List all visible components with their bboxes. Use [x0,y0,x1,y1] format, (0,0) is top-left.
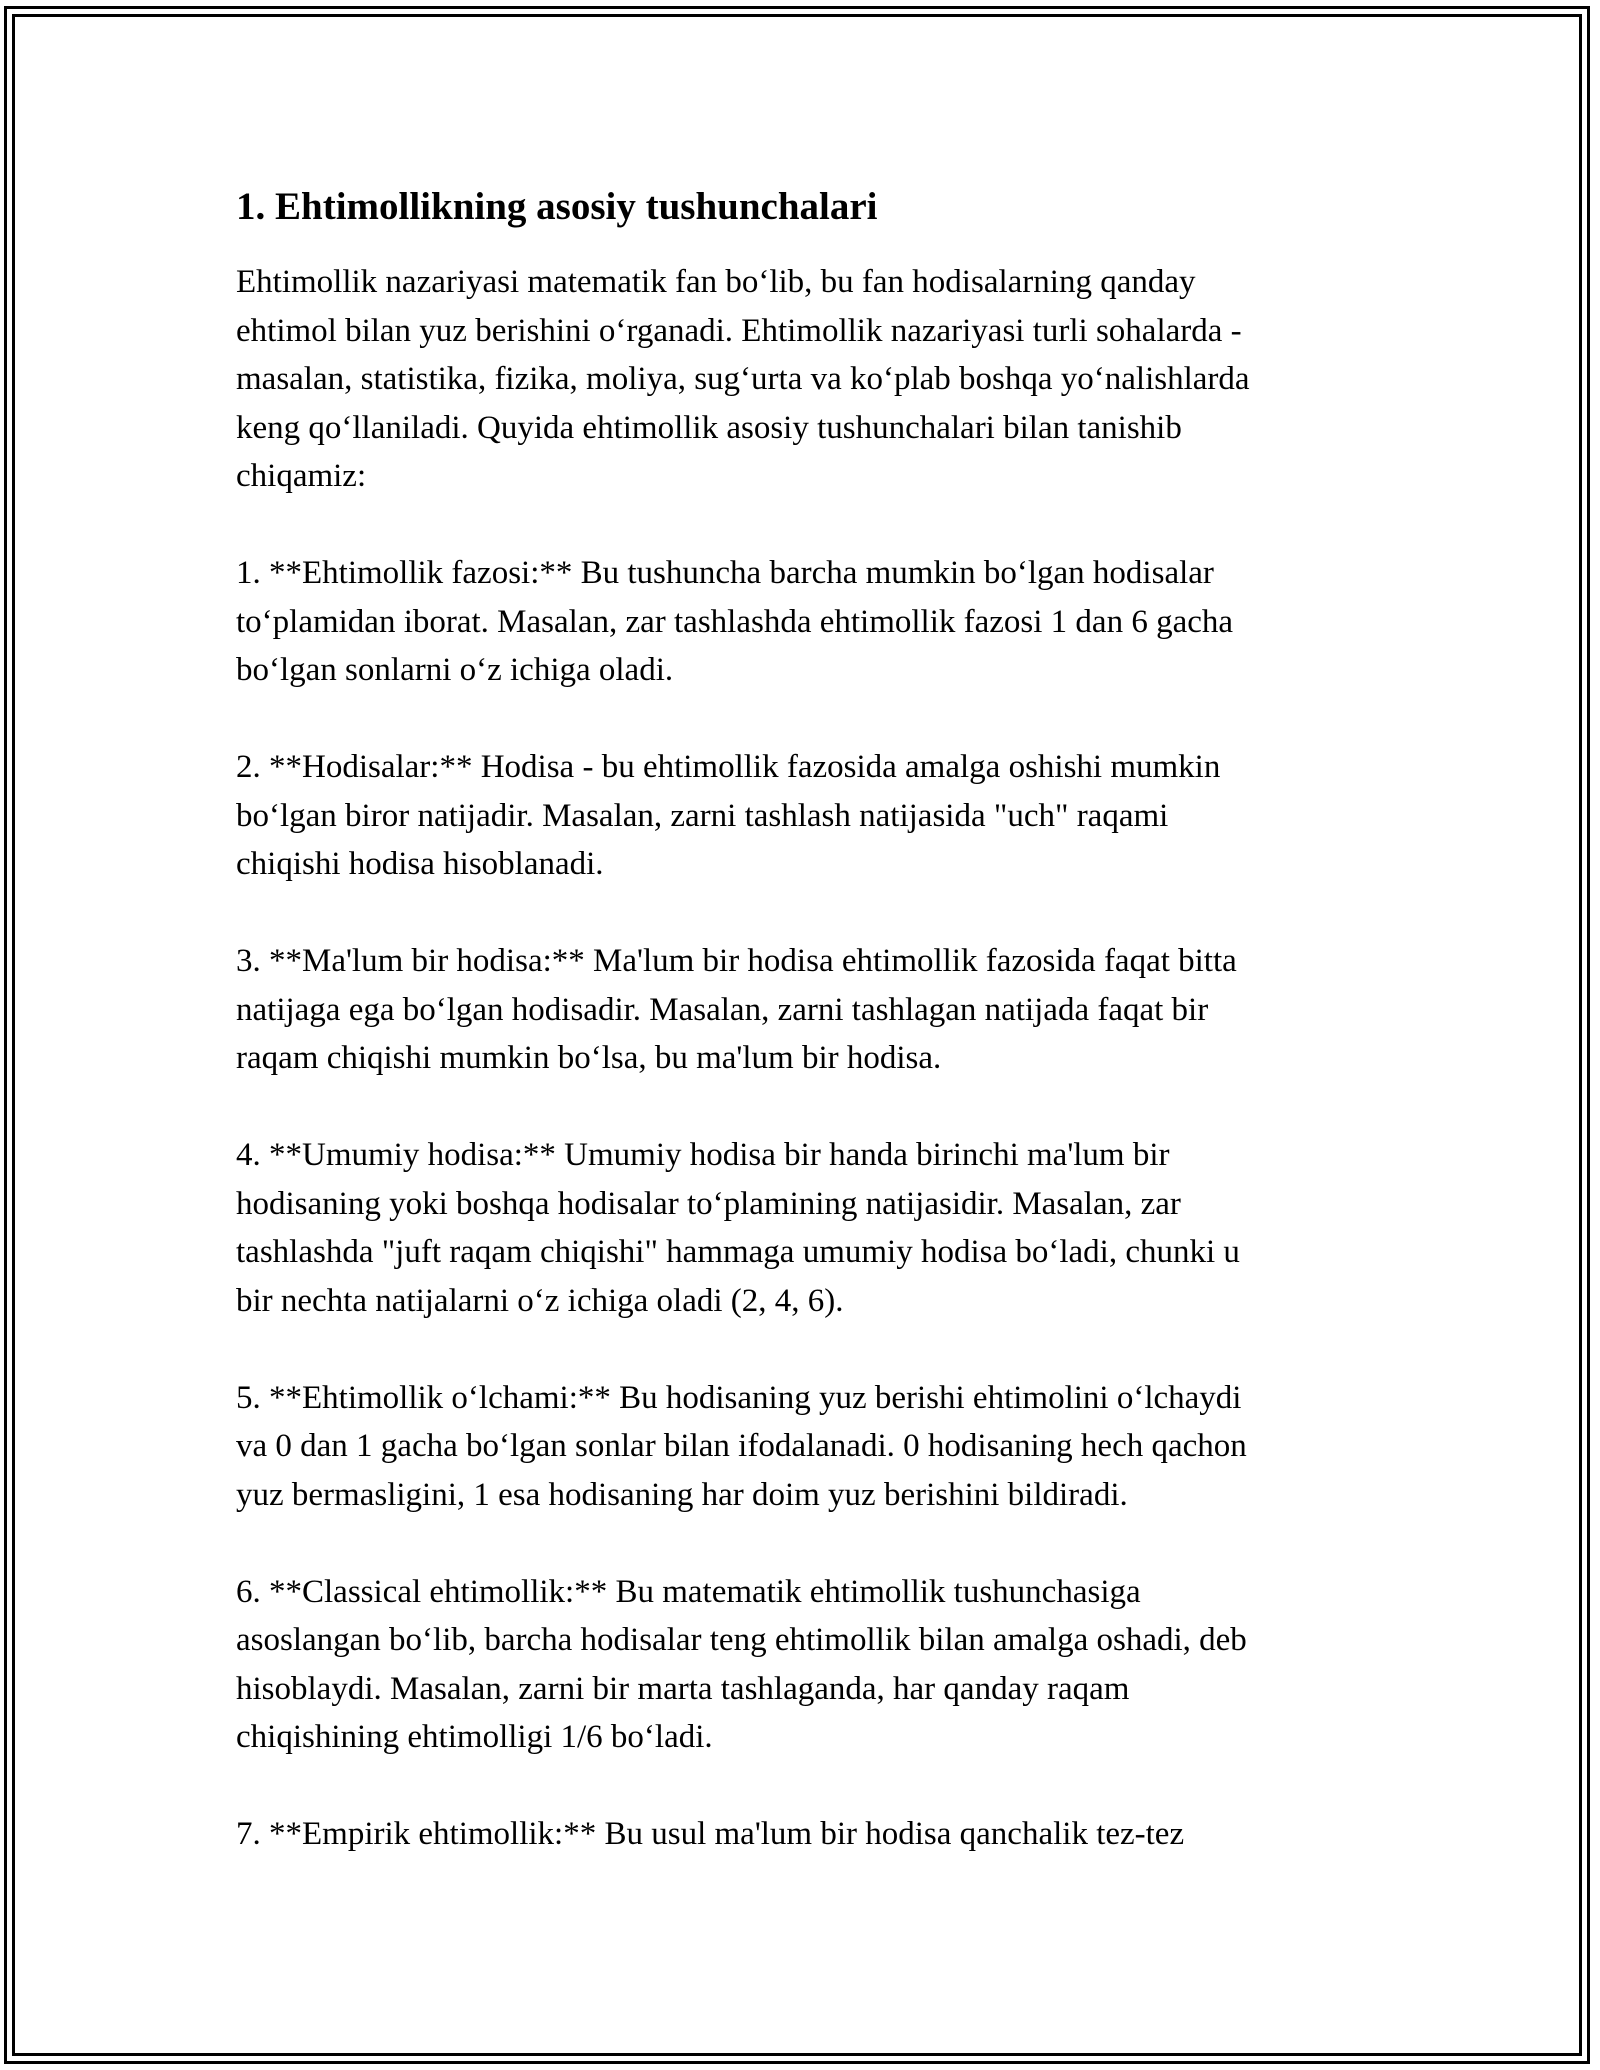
list-item-classical-probability: 6. **Classical ehtimollik:** Bu matematik ehtimollik tushunchasiga asoslangan bo‘lib, barcha hodisalar teng ehtimollik bilan amalga oshadi, deb hisoblaydi. Masalan, zarni bir marta tashlaganda, har qanday raqam chiqishining ehtimolligi 1/6 bo‘ladi. [236,1573,1247,1755]
list-item-elementary-event: 3. **Ma'lum bir hodisa:** Ma'lum bir hodisa ehtimollik fazosida faqat bitta natijaga ega bo‘lgan hodisadir. Masalan, zarni tashlagan natijada faqat bir raqam chiqishi mumkin bo‘lsa, bu ma'lum bir hodisa. [236,943,1237,1076]
list-item-empirical-probability: 7. **Empirik ehtimollik:** Bu usul ma'lum bir hodisa qanchalik tez-tez [236,1816,1185,1852]
document-body [236,182,1376,1859]
list-item-events: 2. **Hodisalar:** Hodisa - bu ehtimollik fazosida amalga oshishi mumkin bo‘lgan biror natijadir. Masalan, zarni tashlash natijasida "uch" raqami chiqishi hodisa hisoblanadi. [236,749,1221,882]
list-item-probability-space: 1. **Ehtimollik fazosi:** Bu tushuncha barcha mumkin bo‘lgan hodisalar to‘plamidan iborat. Masalan, zar tashlashda ehtimollik fazosi 1 dan 6 gacha bo‘lgan sonlarni o‘z ichiga oladi. [236,555,1234,688]
intro-paragraph: Ehtimollik nazariyasi matematik fan bo‘lib, bu fan hodisalarning qanday ehtimol bilan yuz berishini o‘rganadi. Ehtimollik nazariyasi turli sohalarda - masalan, statistika, fizika, moliya, sug‘urta va ko‘plab boshqa yo‘nalishlarda keng qo‘llaniladi. Quyida ehtimollik asosiy tushunchalari bilan tanishib chiqamiz: [236,264,1250,494]
list-item-compound-event: 4. **Umumiy hodisa:** Umumiy hodisa bir handa birinchi ma'lum bir hodisaning yoki boshqa hodisalar to‘plamining natijasidir. Masalan, zar tashlashda "juft raqam chiqishi" hammaga umumiy hodisa bo‘ladi, chunki u bir nechta natijalarni o‘z ichiga oladi (2, 4, 6). [236,1137,1240,1319]
list-item-probability-measure: 5. **Ehtimollik o‘lchami:** Bu hodisaning yuz berishi ehtimolini o‘lchaydi va 0 dan 1 gacha bo‘lgan sonlar bilan ifodalanadi. 0 hodisaning hech qachon yuz bermasligini, 1 esa hodisaning har doim yuz berishini bildiradi. [236,1379,1247,1513]
section-heading: 1. Ehtimollikning asosiy tushunchalari [236,185,878,228]
